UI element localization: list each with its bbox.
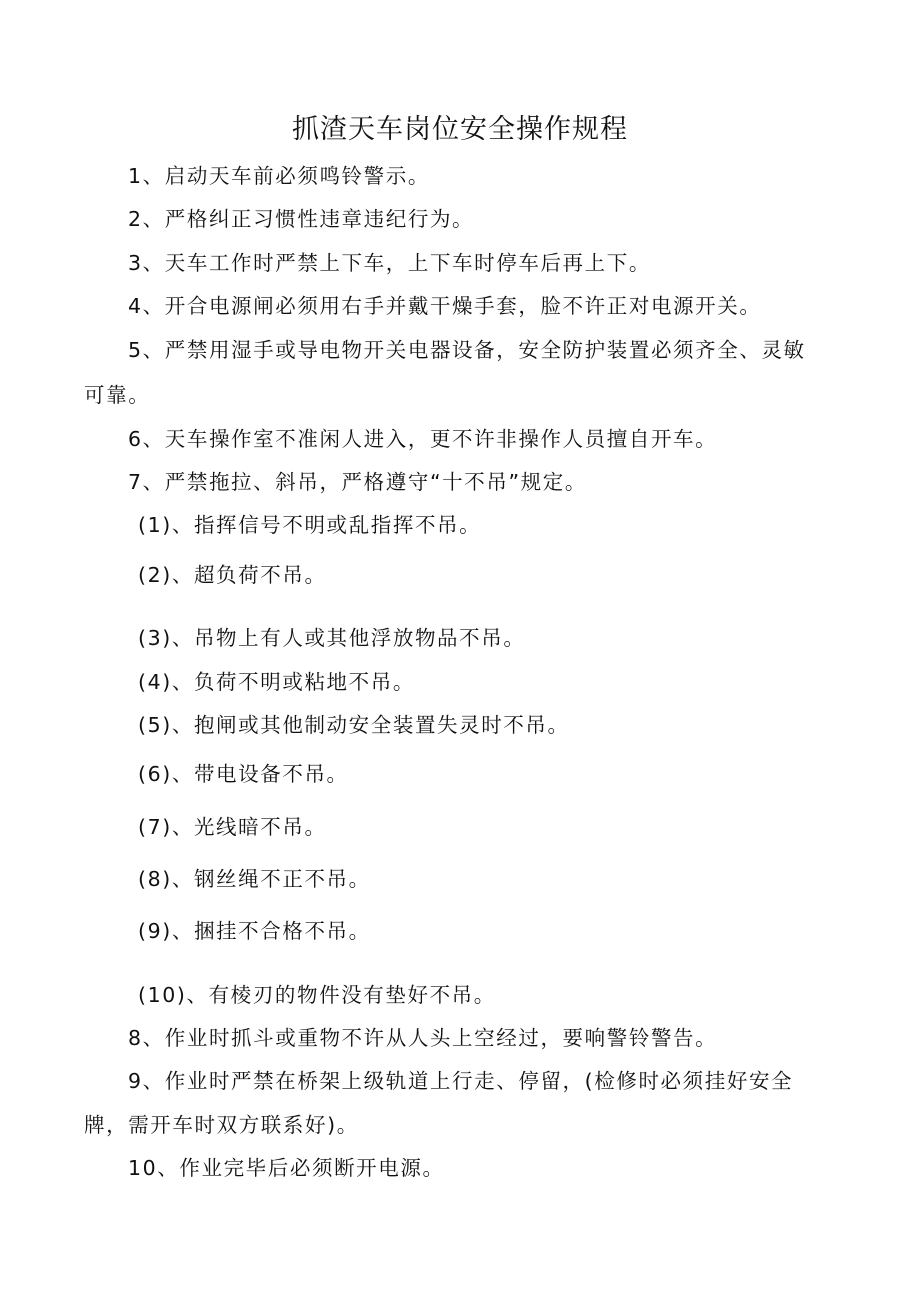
rule-1: 1、启动天车前必须鸣铃警示。 xyxy=(128,164,430,188)
sub-rule-5: (5)、抱闸或其他制动安全装置失灵时不吊。 xyxy=(138,713,570,737)
sub-rule-1: (1)、指挥信号不明或乱指挥不吊。 xyxy=(138,513,482,537)
sub-rule-6: (6)、带电设备不吊。 xyxy=(138,762,349,786)
sub-rule-7: (7)、光线暗不吊。 xyxy=(138,815,327,839)
sub-rule-8: (8)、钢丝绳不正不吊。 xyxy=(138,867,371,891)
rule-4: 4、开合电源闸必须用右手并戴干燥手套，脸不许正对电源开关。 xyxy=(128,294,762,318)
sub-rule-9: (9)、捆挂不合格不吊。 xyxy=(138,919,371,943)
document-title: 抓渣天车岗位安全操作规程 xyxy=(292,114,628,145)
rule-2: 2、严格纠正习惯性违章违纪行为。 xyxy=(128,207,475,231)
rule-10: 10、作业完毕后必须断开电源。 xyxy=(128,1156,445,1180)
rule-3: 3、天车工作时严禁上下车，上下车时停车后再上下。 xyxy=(128,251,651,275)
rule-9: 9、作业时严禁在桥架上级轨道上行走、停留，(检修时必须挂好安全 xyxy=(128,1069,794,1093)
rule-8: 8、作业时抓斗或重物不许从人头上空经过，要响警铃警告。 xyxy=(128,1026,718,1050)
rule-9-continuation: 牌，需开车时双方联系好)。 xyxy=(84,1113,359,1137)
sub-rule-10: (10)、有棱刃的物件没有垫好不吊。 xyxy=(138,983,496,1007)
sub-rule-4: (4)、负荷不明或粘地不吊。 xyxy=(138,670,415,694)
rule-5: 5、严禁用湿手或导电物开关电器设备，安全防护装置必须齐全、灵敏 xyxy=(128,338,806,362)
sub-rule-3: (3)、吊物上有人或其他浮放物品不吊。 xyxy=(138,626,526,650)
rule-6: 6、天车操作室不准闲人进入，更不许非操作人员擅自开车。 xyxy=(128,427,718,451)
sub-rule-2: (2)、超负荷不吊。 xyxy=(138,563,327,587)
rule-5-continuation: 可靠。 xyxy=(84,383,151,407)
rule-7: 7、严禁拖拉、斜吊，严格遵守“十不吊”规定。 xyxy=(128,470,587,494)
